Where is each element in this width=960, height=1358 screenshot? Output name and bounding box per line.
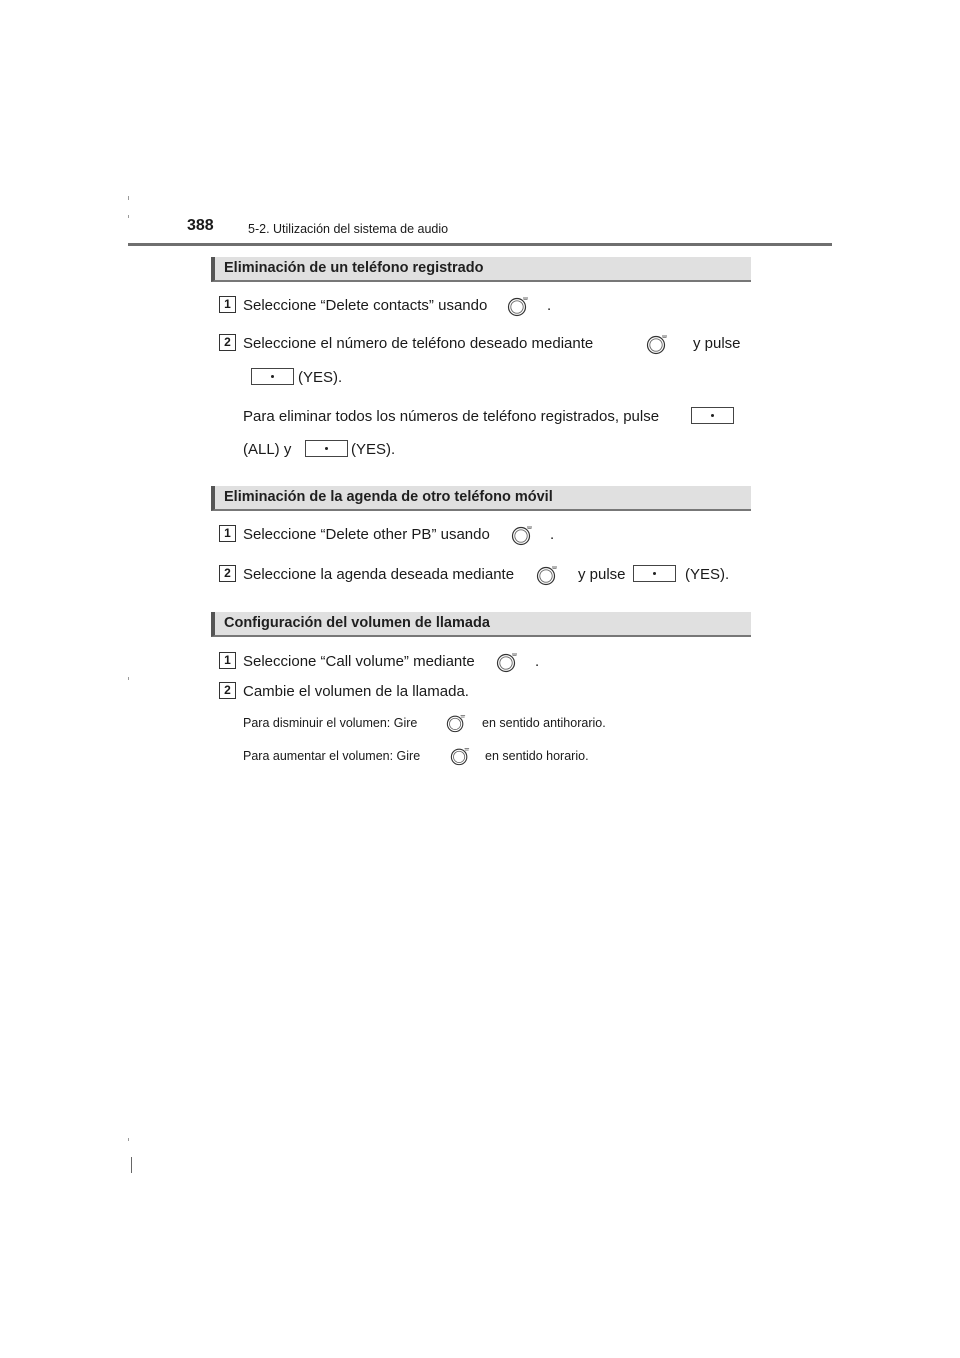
step-text: Seleccione “Delete contacts” usando — [243, 297, 488, 314]
tune-select-knob-icon — [536, 564, 558, 586]
note-text: en sentido antihorario. — [482, 716, 606, 730]
section-header-call-volume — [211, 612, 751, 637]
screen-button-icon — [251, 368, 294, 385]
note-text: Para disminuir el volumen: Gire — [243, 716, 418, 730]
step-text: y pulse — [578, 566, 626, 583]
step-text: Seleccione “Delete other PB” usando — [243, 526, 490, 543]
section-header-delete-phone — [211, 257, 751, 282]
tune-select-knob-icon — [450, 746, 470, 766]
step-text-end: . — [550, 526, 555, 543]
note-text: en sentido horario. — [485, 749, 589, 763]
screen-button-icon — [691, 407, 734, 424]
step-badge: 1 — [219, 525, 236, 542]
section-title: Eliminación de un teléfono registrado — [224, 260, 484, 276]
note-text: (YES). — [351, 441, 396, 458]
step-text-end: . — [547, 297, 552, 314]
margin-mark — [128, 215, 129, 218]
tune-select-knob-icon — [646, 333, 668, 355]
step-badge: 1 — [219, 296, 236, 313]
step-text: Seleccione “Call volume” mediante — [243, 653, 475, 670]
note-text: Para aumentar el volumen: Gire — [243, 749, 421, 763]
screen-button-icon — [305, 440, 348, 457]
step-text: y pulse — [693, 335, 741, 352]
note-text: (ALL) y — [243, 441, 292, 458]
note-text: Para eliminar todos los números de teléfono registrados, pulse — [243, 408, 660, 425]
step-text: (YES). — [298, 369, 343, 386]
margin-mark — [128, 196, 129, 200]
screen-button-icon — [633, 565, 676, 582]
step-text-end: . — [535, 653, 540, 670]
header-rule — [128, 243, 832, 246]
chapter-title: 5-2. Utilización del sistema de audio — [248, 222, 449, 236]
tune-select-knob-icon — [507, 295, 529, 317]
section-title: Eliminación de la agenda de otro teléfono móvil — [224, 489, 553, 505]
step-text: Seleccione el número de teléfono deseado mediante — [243, 335, 594, 352]
page-number: 388 — [187, 217, 214, 234]
step-text: (YES). — [685, 566, 730, 583]
step-badge: 1 — [219, 652, 236, 669]
margin-mark — [128, 677, 129, 680]
margin-mark — [131, 1157, 132, 1173]
margin-mark — [128, 1138, 129, 1141]
step-text: Cambie el volumen de la llamada. — [243, 683, 469, 700]
section-title: Configuración del volumen de llamada — [224, 615, 490, 631]
section-header-delete-other-phonebook — [211, 486, 751, 511]
step-badge: 2 — [219, 682, 236, 699]
step-text: Seleccione la agenda deseada mediante — [243, 566, 515, 583]
tune-select-knob-icon — [446, 713, 466, 733]
step-badge: 2 — [219, 334, 236, 351]
tune-select-knob-icon — [511, 524, 533, 546]
step-badge: 2 — [219, 565, 236, 582]
tune-select-knob-icon — [496, 651, 518, 673]
